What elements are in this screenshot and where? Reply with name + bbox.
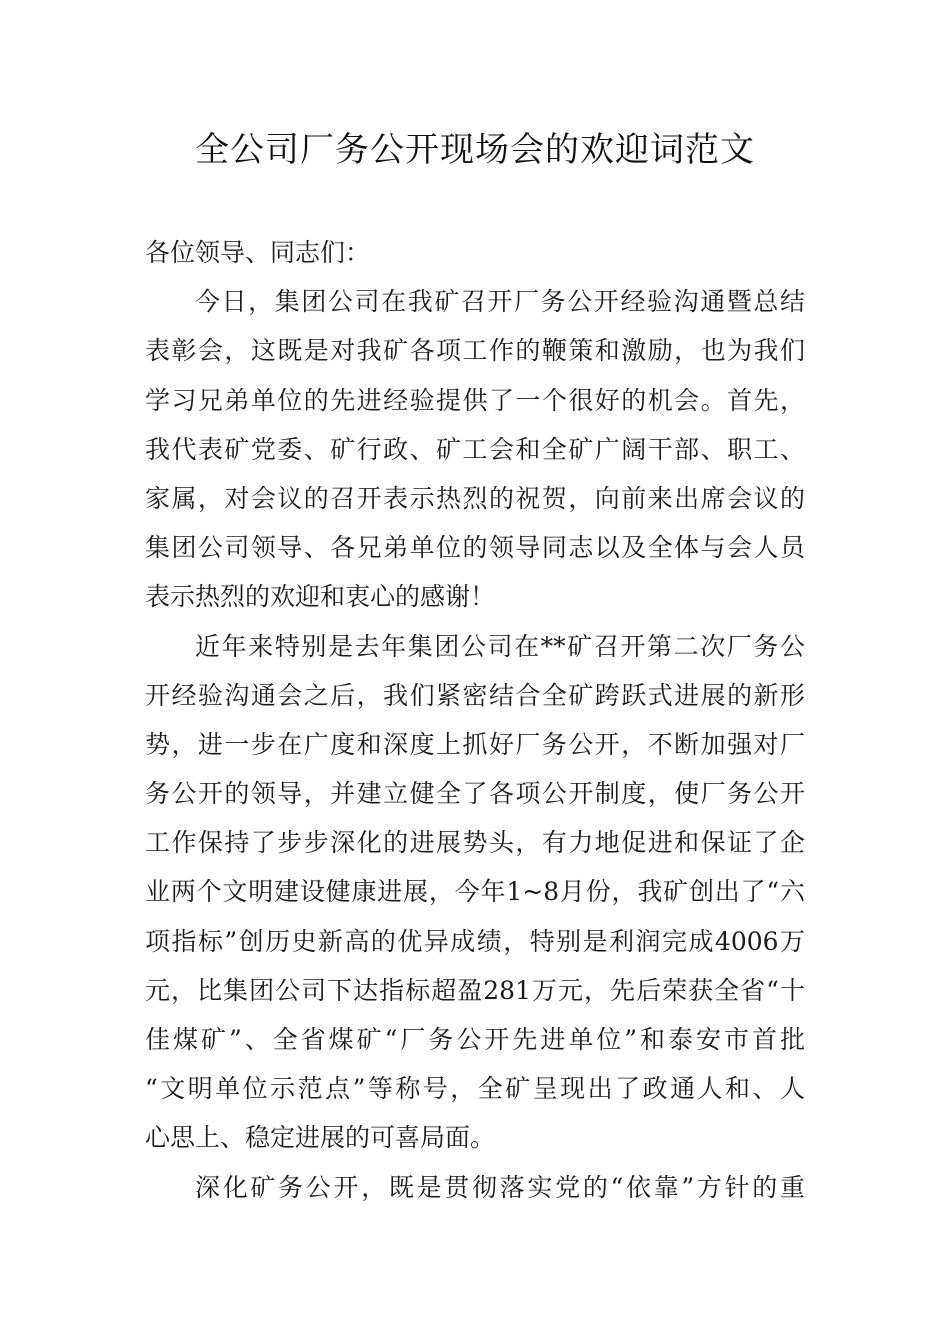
paragraph-line: 家属，对会议的召开表示热烈的祝贺，向前来出席会议的 [145, 483, 805, 513]
paragraph-line: 项指标”创历史新高的优异成绩，特别是利润完成4006万 [145, 926, 805, 956]
paragraph-line: 心思上、稳定进展的可喜局面。 [145, 1123, 496, 1153]
paragraph-line: 务公开的领导，并建立健全了各项公开制度，使厂务公开 [145, 779, 805, 809]
paragraph-line: 深化矿务公开，既是贯彻落实党的“依靠”方针的重 [195, 1172, 805, 1202]
paragraph-line: 集团公司领导、各兄弟单位的领导同志以及全体与会人员 [145, 533, 805, 563]
paragraph-line: 学习兄弟单位的先进经验提供了一个很好的机会。首先， [145, 385, 805, 415]
salutation-line: 各位领导、同志们： [145, 238, 371, 267]
paragraph-line: 表彰会，这既是对我矿各项工作的鞭策和激励，也为我们 [145, 336, 805, 366]
paragraph-line: 佳煤矿”、全省煤矿“厂务公开先进单位”和泰安市首批 [145, 1025, 805, 1054]
paragraph-line: 开经验沟通会之后，我们紧密结合全矿跨跃式进展的新形 [145, 680, 805, 710]
paragraph-line: 表示热烈的欢迎和衷心的感谢！ [145, 582, 496, 612]
paragraph-line: 业两个文明建设健康进展，今年1~8月份，我矿创出了“六 [145, 877, 805, 907]
paragraph-line: 近年来特别是去年集团公司在**矿召开第二次厂务公 [195, 631, 805, 661]
document-body [145, 228, 805, 1212]
paragraph-line: 我代表矿党委、矿行政、矿工会和全矿广阔干部、职工、 [145, 434, 805, 464]
paragraph-line: 元，比集团公司下达指标超盈281万元，先后荣获全省“十 [145, 975, 805, 1005]
paragraph-line: 势，进一步在广度和深度上抓好厂务公开，不断加强对厂 [145, 729, 805, 759]
paragraph-line: “文明单位示范点”等称号，全矿呈现出了政通人和、人 [145, 1074, 805, 1104]
paragraph-line: 工作保持了步步深化的进展势头，有力地促进和保证了企 [145, 828, 805, 858]
paragraph-line: 今日，集团公司在我矿召开厂务公开经验沟通暨总结 [195, 287, 805, 317]
document-title: 全公司厂务公开现场会的欢迎词范文 [195, 130, 755, 170]
